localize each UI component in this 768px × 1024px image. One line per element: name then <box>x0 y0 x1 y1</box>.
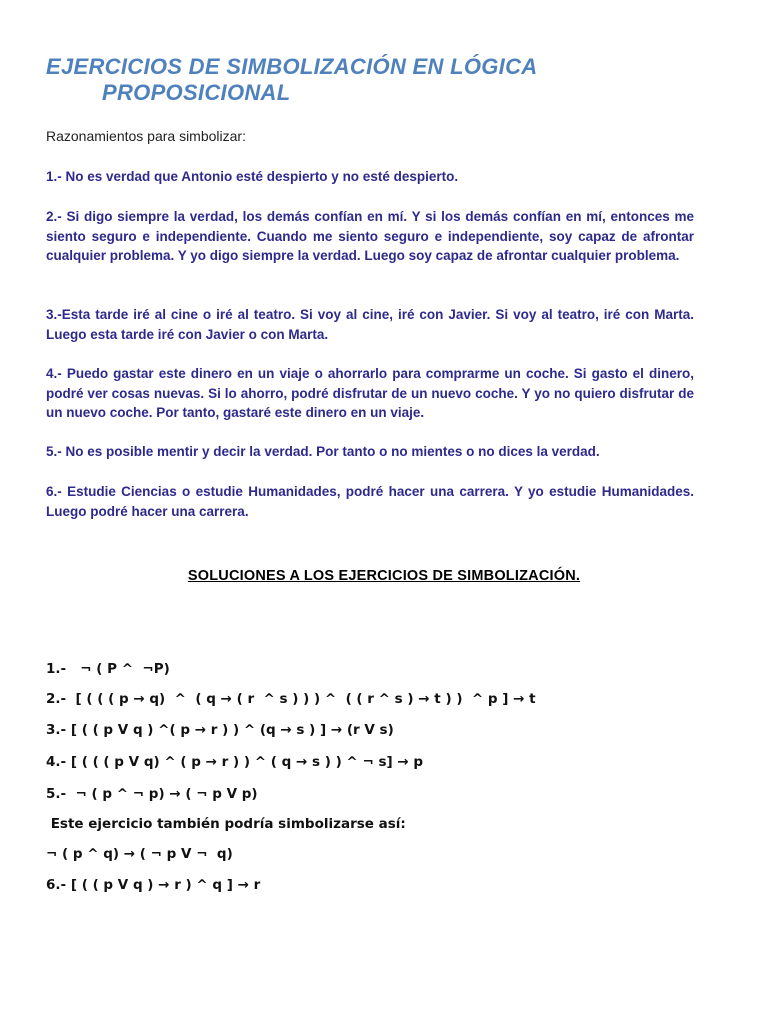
title-line-2: PROPOSICIONAL <box>102 80 291 105</box>
title-line-1: EJERCICIOS DE SIMBOLIZACIÓN EN LÓGICA <box>46 54 538 79</box>
solution-3: 3.- [ ( ( p V q ) ^( p → r ) ) ^ (q → s ) ] → (r V s) <box>46 722 394 738</box>
exercise-1: 1.- No es verdad que Antonio esté despierto y no esté despierto. <box>46 169 459 184</box>
solution-4: 4.- [ ( ( ( p V q) ^ ( p → r ) ) ^ ( q → s ) ) ^ ¬ s] → p <box>46 754 424 770</box>
solution-6: 6.- [ ( ( p V q ) → r ) ^ q ] → r <box>46 877 261 893</box>
exercise-5: 5.- No es posible mentir y decir la verdad. Por tanto o no mientes o no dices la verdad. <box>46 444 600 459</box>
solution-2: 2.- [ ( ( ( p → q) ^ ( q → ( r ^ s ) ) ) ^ ( ( r ^ s ) → t ) ) ^ p ] → t <box>46 691 536 707</box>
solutions-heading: SOLUCIONES A LOS EJERCICIOS DE SIMBOLIZACIÓN. <box>187 568 581 584</box>
solution-5-note: Este ejercicio también podría simbolizarse así: <box>46 816 406 832</box>
exercise-6: 6.- Estudie Ciencias o estudie Humanidades, podré hacer una carrera. Y yo estudie Humanidades. Luego podré hacer una carrera. <box>46 484 694 519</box>
solution-5-alternative: ¬ ( p ^ q) → ( ¬ p V ¬ q) <box>46 846 233 862</box>
solution-5: 5.- ¬ ( p ^ ¬ p) → ( ¬ p V p) <box>46 786 258 802</box>
document-title <box>46 54 706 106</box>
exercise-2: 2.- Si digo siempre la verdad, los demás confían en mí. Y si los demás confían en mí, entonces me siento seguro e independiente. Cuando me siento seguro e independiente, soy capaz de afrontar cualquier problema. Y yo digo siempre la verdad. Luego soy capaz de afrontar cualquier problema. <box>46 209 694 263</box>
exercise-3: 3.-Esta tarde iré al cine o iré al teatro. Si voy al cine, iré con Javier. Si voy al teatro, iré con Marta. Luego esta tarde iré con Javier o con Marta. <box>46 307 694 342</box>
solution-1: 1.- ¬ ( P ^ ¬P) <box>46 661 170 677</box>
exercise-4: 4.- Puedo gastar este dinero en un viaje o ahorrarlo para comprarme un coche. Si gasto el dinero, podré ver cosas nuevas. Si lo ahorro, podré disfrutar de un nuevo coche. Y yo no quiero disfrutar de un nuevo coche. Por tanto, gastaré este dinero en un viaje. <box>46 366 694 420</box>
intro-text: Razonamientos para simbolizar: <box>46 128 246 144</box>
